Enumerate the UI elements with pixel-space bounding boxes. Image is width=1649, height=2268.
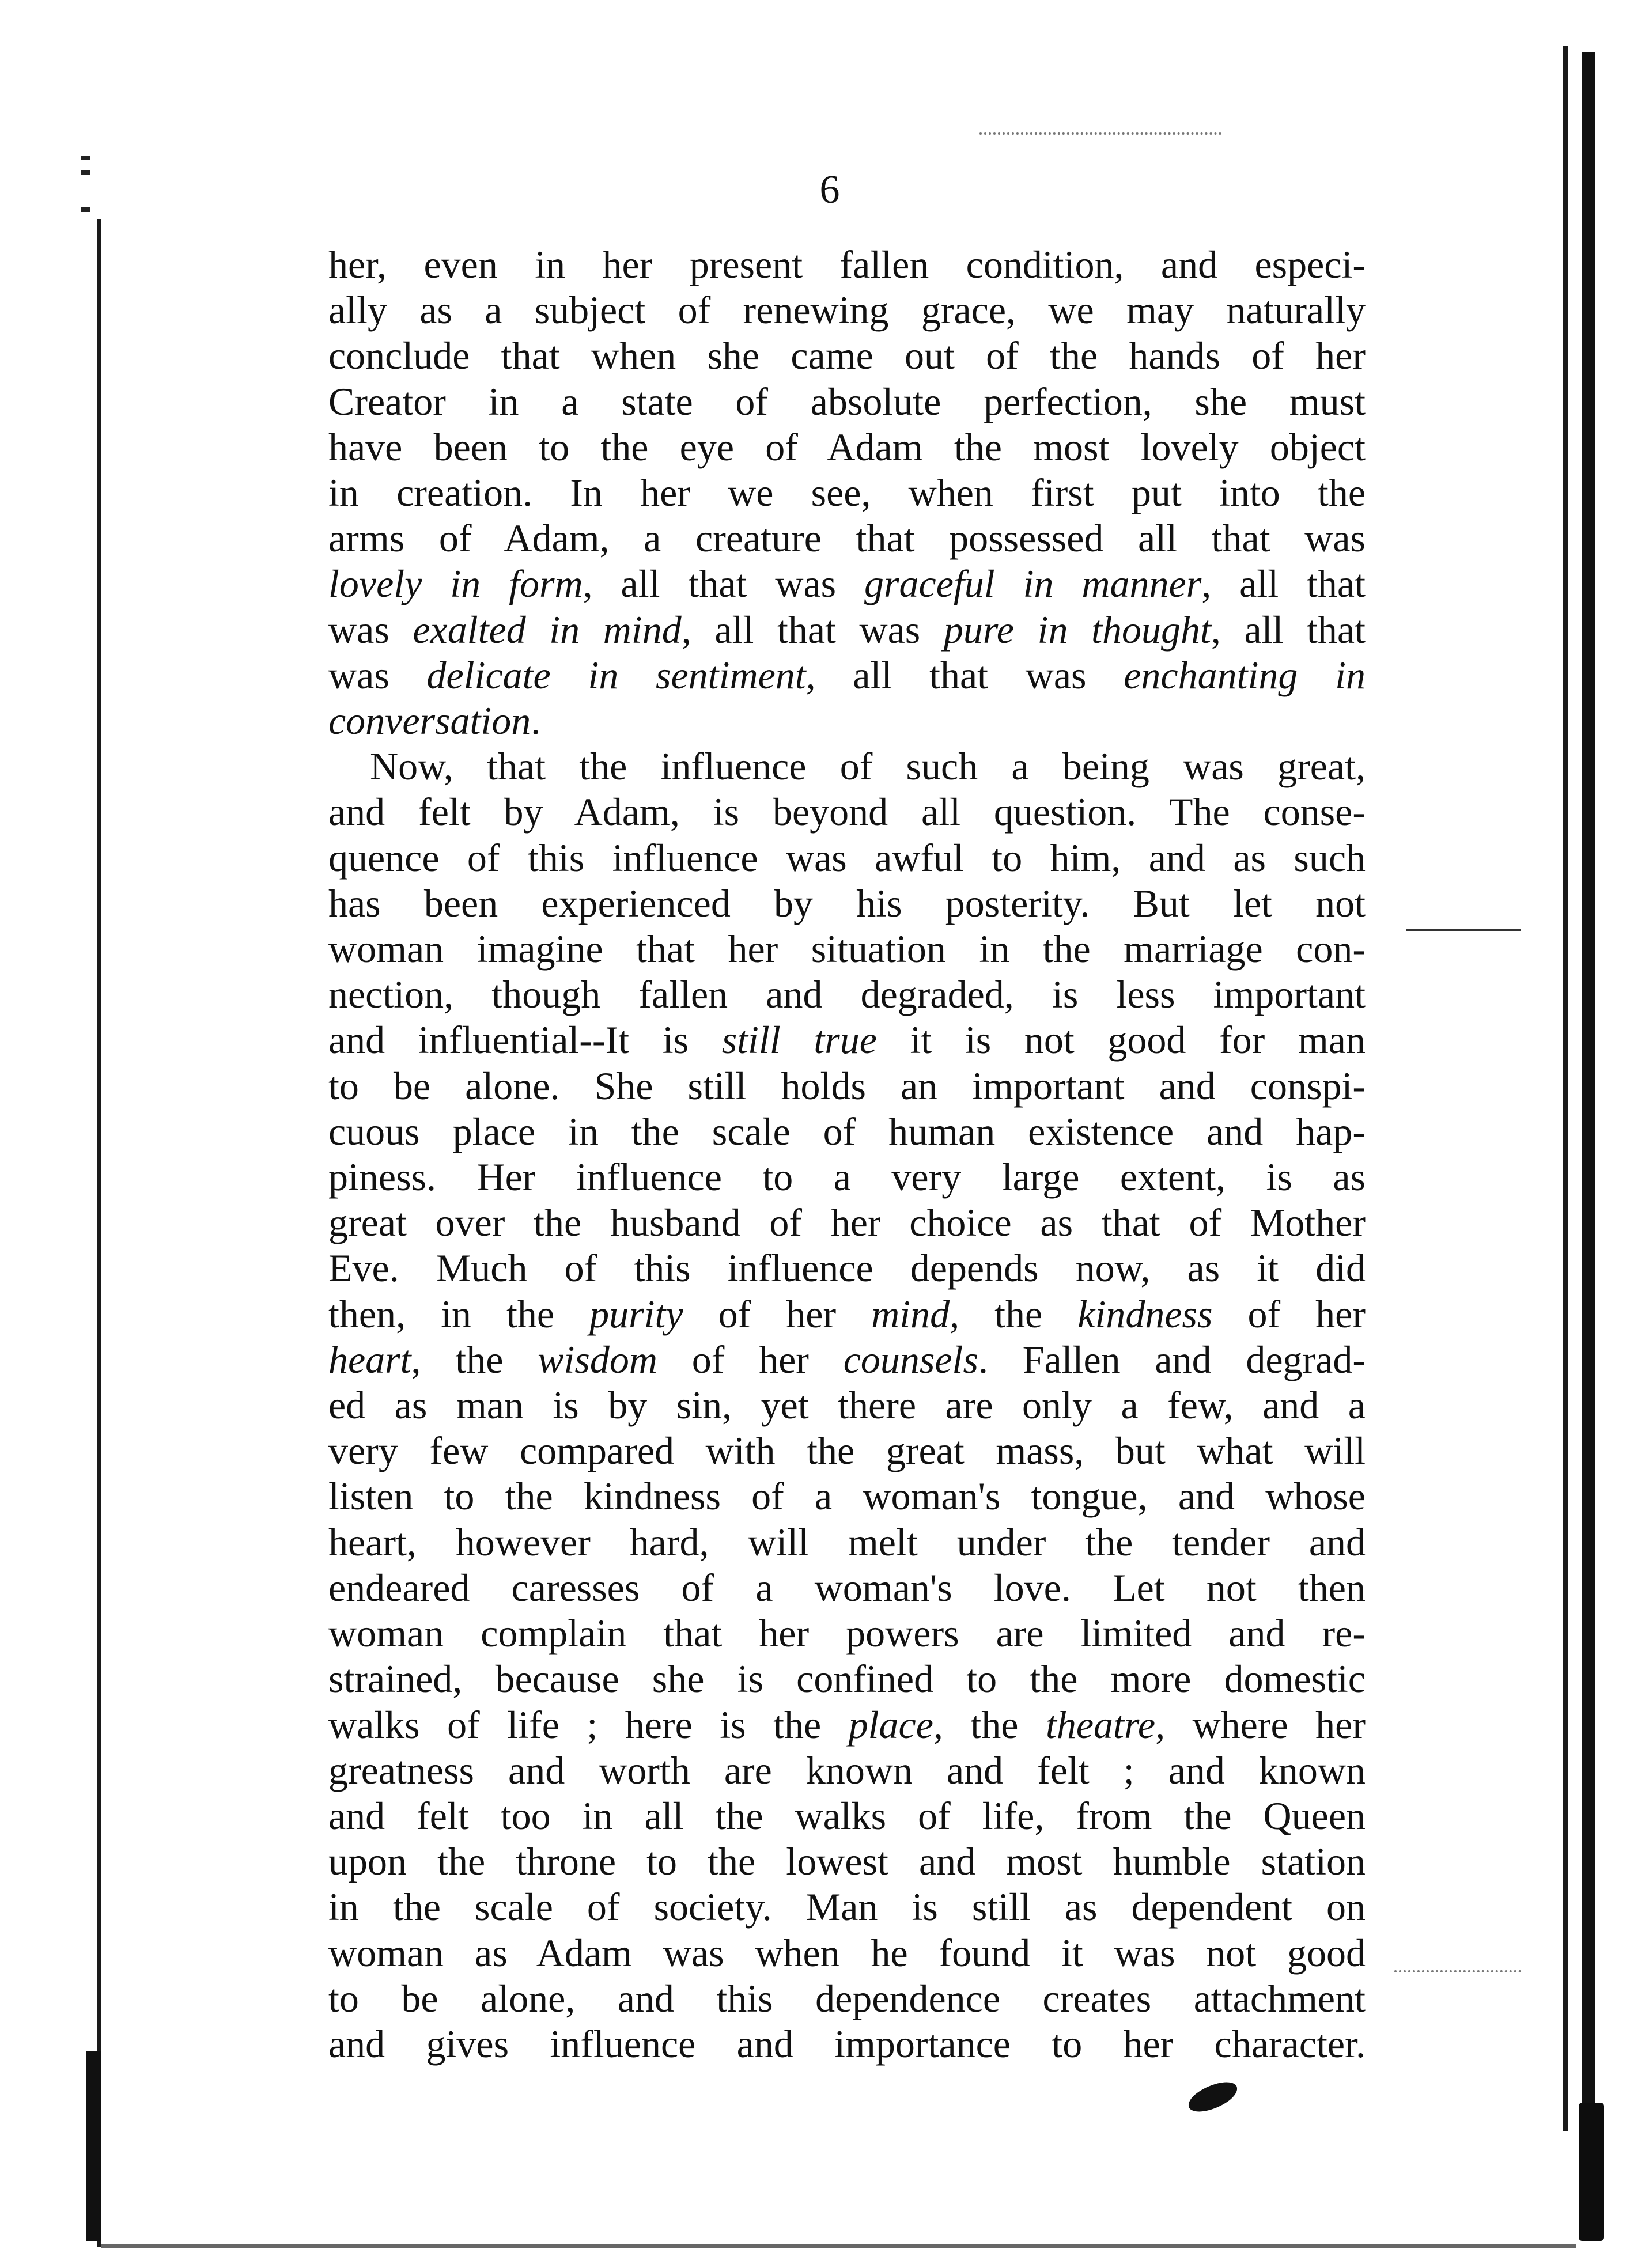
page-number: 6 — [819, 168, 840, 212]
text-segment: and felt by Adam, is beyond all question. The conse- — [328, 790, 1366, 834]
italic-text: conversation — [328, 699, 531, 743]
italic-text: enchanting in — [1124, 653, 1366, 697]
italic-text: delicate in sentiment — [426, 653, 806, 697]
text-line — [328, 1884, 1366, 1930]
scan-edge-bottom — [101, 2244, 1576, 2248]
text-line — [328, 1611, 1366, 1656]
text-segment: quence of this influence was awful to him, and as such — [328, 835, 1366, 880]
text-segment: to be alone, and this dependence creates attachment — [328, 1976, 1366, 2020]
text-segment: . — [531, 699, 541, 743]
text-line — [328, 1200, 1366, 1245]
text-segment: upon the throne to the lowest and most humble station — [328, 1839, 1366, 1884]
text-segment: , all that was — [583, 562, 865, 606]
text-segment: of her — [1212, 1292, 1366, 1336]
scan-mark — [81, 156, 90, 160]
text-line — [328, 698, 1366, 744]
text-segment: , all that — [1201, 562, 1366, 606]
scan-edge-left-dark — [86, 2051, 101, 2241]
text-line — [328, 1839, 1366, 1884]
text-line — [328, 1565, 1366, 1611]
text-segment: Eve. Much of this influence depends now, as it did — [328, 1246, 1366, 1290]
text-segment: conclude that when she came out of the hands of her — [328, 334, 1366, 378]
text-segment: in creation. In her we see, when first put into the — [328, 471, 1366, 515]
text-line — [328, 1474, 1366, 1519]
scan-edge-left — [97, 219, 101, 2247]
text-segment: walks of life ; here is the — [328, 1702, 849, 1747]
text-line — [328, 1702, 1366, 1748]
scan-dots — [979, 132, 1221, 137]
text-line — [328, 1428, 1366, 1474]
text-segment: endeared caresses of a woman's love. Let not then — [328, 1565, 1366, 1610]
text-segment: was — [328, 653, 427, 697]
italic-text: heart — [328, 1337, 411, 1381]
text-line — [328, 1656, 1366, 1702]
text-line — [328, 1520, 1366, 1565]
italic-text: wisdom — [538, 1337, 657, 1381]
text-segment: Now, that the influence of such a being was great, — [370, 744, 1366, 789]
text-segment: nection, though fallen and degraded, is less important — [328, 972, 1366, 1017]
text-line — [328, 744, 1366, 789]
scan-mark — [81, 207, 90, 212]
text-segment: , all that — [1211, 607, 1366, 652]
text-line — [328, 1017, 1366, 1063]
text-segment: it is not good for man — [876, 1018, 1366, 1062]
text-line — [328, 789, 1366, 835]
text-line — [328, 1793, 1366, 1839]
text-line — [328, 287, 1366, 333]
italic-text: mind — [871, 1292, 950, 1336]
text-segment: heart, however hard, will melt under the tender and — [328, 1520, 1366, 1564]
text-line — [328, 242, 1366, 287]
text-line — [328, 1154, 1366, 1200]
text-line — [328, 1976, 1366, 2021]
margin-rule — [1406, 929, 1521, 931]
text-segment: her, even in her present fallen condition, and especi- — [328, 243, 1366, 286]
text-segment: , where her — [1155, 1702, 1366, 1747]
text-line — [328, 926, 1366, 972]
text-line — [328, 379, 1366, 425]
text-segment: ally as a subject of renewing grace, we may naturally — [328, 288, 1366, 332]
text-segment: piness. Her influence to a very large extent, is as — [328, 1155, 1366, 1199]
text-segment: , all that was — [681, 607, 944, 652]
text-line — [328, 1063, 1366, 1109]
text-line — [328, 1245, 1366, 1291]
italic-text: counsels — [843, 1337, 978, 1381]
text-line — [328, 607, 1366, 653]
italic-text: exalted in mind — [413, 607, 682, 652]
text-line — [328, 1292, 1366, 1337]
scan-edge-right-dark — [1582, 52, 1595, 2201]
text-segment: woman as Adam was when he found it was not good — [328, 1930, 1366, 1975]
text-line — [328, 1109, 1366, 1154]
text-segment: , the — [933, 1702, 1046, 1747]
text-segment: and gives influence and importance to her character. — [328, 2021, 1366, 2066]
text-segment: , all that was — [805, 653, 1124, 697]
text-segment: strained, because she is confined to the more domestic — [328, 1657, 1366, 1701]
text-segment: very few compared with the great mass, but what will — [328, 1429, 1366, 1473]
text-segment: greatness and worth are known and felt ; and known — [328, 1748, 1366, 1792]
text-segment: arms of Adam, a creature that possessed all that was — [328, 516, 1366, 561]
text-line — [328, 835, 1366, 881]
italic-text: kindness — [1077, 1292, 1213, 1336]
text-segment: great over the husband of her choice as that of Mother — [328, 1201, 1366, 1245]
text-line — [328, 561, 1366, 607]
text-line — [328, 1748, 1366, 1793]
text-segment: woman complain that her powers are limited and re- — [328, 1611, 1366, 1656]
text-segment: Creator in a state of absolute perfection, she must — [328, 379, 1366, 423]
text-segment: woman imagine that her situation in the marriage con- — [328, 927, 1366, 971]
text-segment: was — [328, 607, 413, 652]
text-line — [328, 516, 1366, 561]
text-segment: , the — [950, 1292, 1078, 1336]
italic-text: theatre — [1045, 1702, 1156, 1747]
text-line — [328, 1383, 1366, 1428]
ink-smudge — [1185, 2078, 1241, 2116]
text-segment: ed as man is by sin, yet there are only a few, and a — [328, 1383, 1366, 1428]
text-segment: , the — [411, 1337, 538, 1381]
text-segment: of her — [683, 1292, 872, 1336]
text-segment: and felt too in all the walks of life, from the Queen — [328, 1793, 1366, 1838]
text-segment: then, in the — [328, 1292, 590, 1336]
text-segment: . Fallen and degrad- — [978, 1337, 1366, 1381]
scan-edge-right — [1563, 46, 1568, 2131]
italic-text: pure in thought — [943, 607, 1211, 652]
text-line — [328, 2021, 1366, 2067]
text-segment: and influential--It is — [328, 1018, 722, 1062]
text-line — [328, 1930, 1366, 1976]
italic-text: graceful in manner — [864, 562, 1202, 606]
text-line — [328, 425, 1366, 470]
text-line — [328, 470, 1366, 516]
text-segment: have been to the eye of Adam the most lovely object — [328, 425, 1366, 469]
text-segment: to be alone. She still holds an important and conspi- — [328, 1063, 1366, 1108]
text-segment: listen to the kindness of a woman's tongue, and whose — [328, 1474, 1366, 1519]
text-segment: has been experienced by his posterity. But let not — [328, 881, 1366, 925]
text-segment: in the scale of society. Man is still as dependent on — [328, 1885, 1366, 1929]
text-line — [328, 333, 1366, 378]
text-segment: of her — [657, 1337, 844, 1381]
body-text — [328, 242, 1366, 2067]
italic-text: place — [848, 1702, 933, 1747]
italic-text: purity — [589, 1292, 683, 1336]
scan-edge-right-blob — [1579, 2103, 1604, 2241]
text-line — [328, 1337, 1366, 1383]
italic-text: still true — [721, 1018, 877, 1062]
text-line — [328, 881, 1366, 926]
text-segment: cuous place in the scale of human existence and hap- — [328, 1109, 1366, 1153]
text-line — [328, 653, 1366, 698]
scan-mark — [81, 170, 90, 175]
italic-text: lovely in form — [328, 562, 583, 606]
scan-dots — [1394, 1970, 1521, 1975]
text-line — [328, 972, 1366, 1017]
